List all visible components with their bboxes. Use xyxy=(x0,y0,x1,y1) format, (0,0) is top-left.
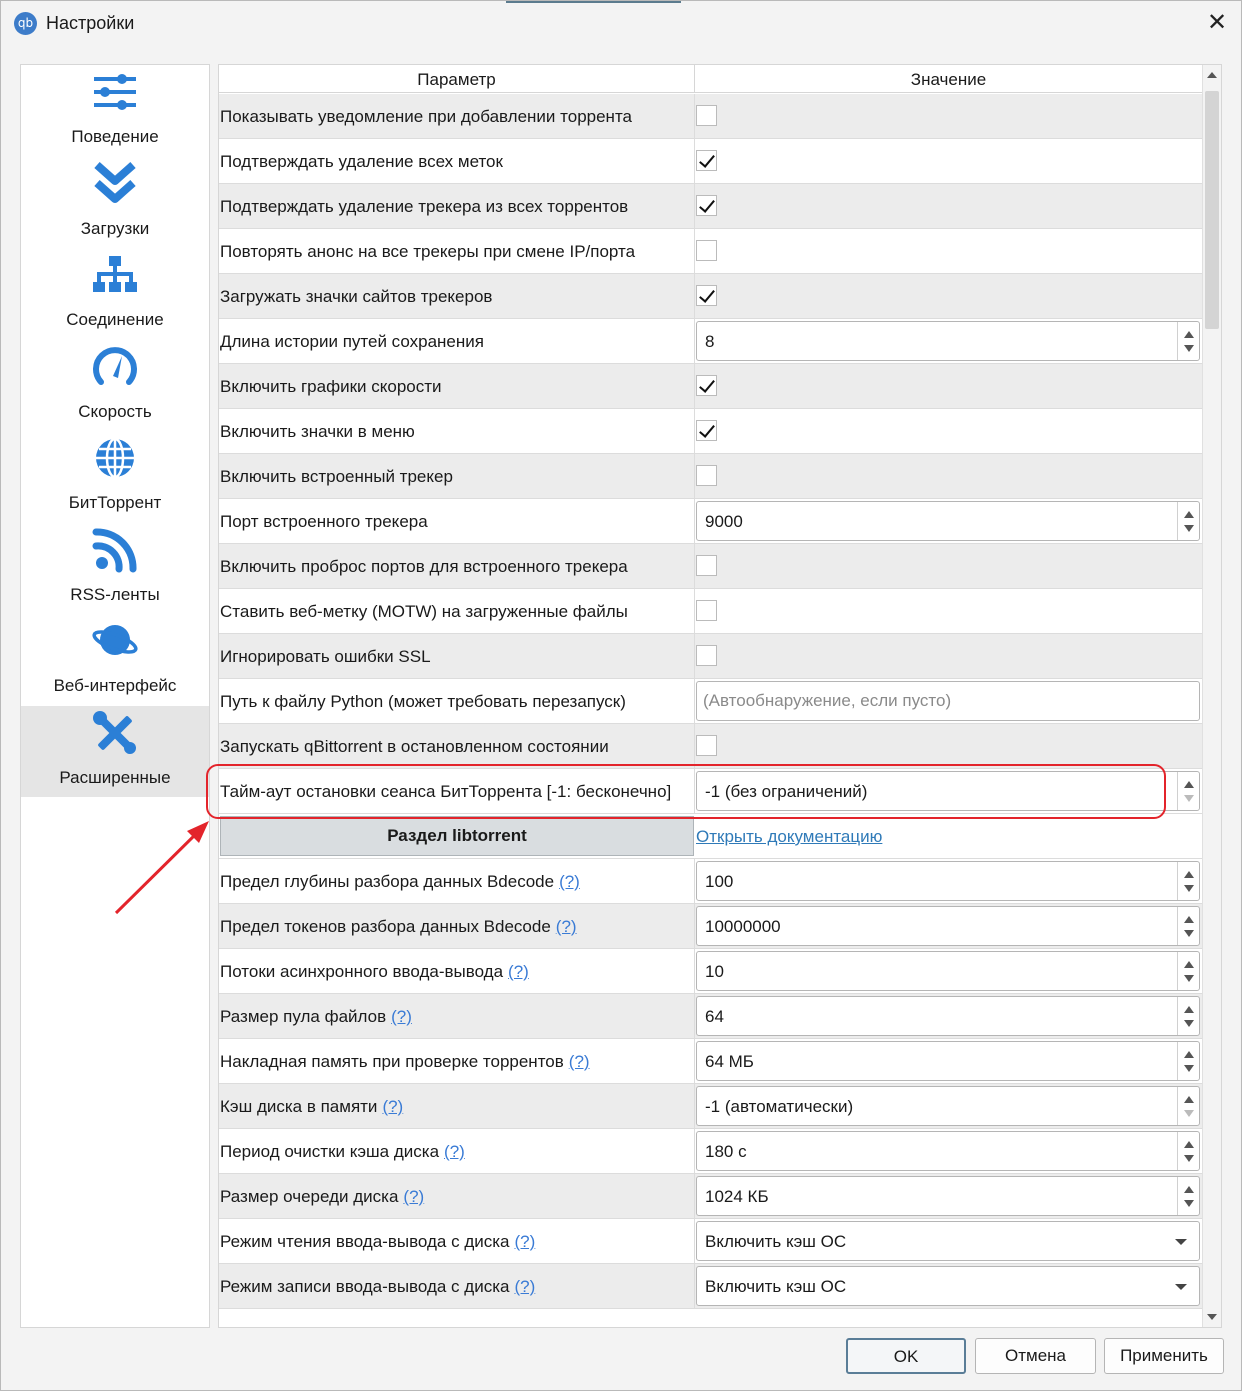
spin-down-icon[interactable] xyxy=(1184,1020,1194,1027)
setting-spinbox[interactable] xyxy=(696,1131,1200,1171)
sidebar-item-bittorrent[interactable] xyxy=(21,431,209,522)
spin-down-icon[interactable] xyxy=(1184,345,1194,352)
advanced-settings-table xyxy=(218,64,1222,1328)
setting-value-cell xyxy=(696,184,1202,228)
setting-value-cell xyxy=(696,904,1202,948)
help-link[interactable]: (?) xyxy=(508,962,529,981)
setting-label: Показывать уведомление при добавлении торрента xyxy=(220,107,632,126)
setting-label: Включить встроенный трекер xyxy=(220,467,453,486)
network-icon xyxy=(91,252,139,298)
spin-down-icon[interactable] xyxy=(1184,975,1194,982)
setting-label: Кэш диска в памяти xyxy=(220,1097,378,1116)
setting-checkbox[interactable] xyxy=(696,195,717,216)
spinbox-arrows xyxy=(1177,502,1199,540)
table-row xyxy=(219,229,1202,274)
table-row xyxy=(219,499,1202,544)
setting-value-cell xyxy=(696,1039,1202,1083)
spin-up-icon[interactable] xyxy=(1184,511,1194,518)
spin-down-icon[interactable] xyxy=(1184,525,1194,532)
table-row xyxy=(219,1174,1202,1219)
spin-down-icon[interactable] xyxy=(1184,795,1194,802)
sidebar-item-speed[interactable] xyxy=(21,340,209,431)
help-link[interactable]: (?) xyxy=(444,1142,465,1161)
cancel-button[interactable]: Отмена xyxy=(975,1338,1096,1374)
sidebar-item-rss[interactable] xyxy=(21,523,209,614)
spinbox-arrows xyxy=(1177,1132,1199,1170)
spinbox-value: -1 (без ограничений) xyxy=(705,782,868,801)
spinbox-value: 10000000 xyxy=(705,917,781,936)
setting-value-cell xyxy=(696,274,1202,318)
spin-up-icon[interactable] xyxy=(1184,331,1194,338)
title-bar xyxy=(1,1,1241,45)
planet-icon xyxy=(91,618,139,664)
setting-name xyxy=(220,724,695,768)
chevron-down-icon xyxy=(1175,1284,1187,1290)
table-body xyxy=(219,94,1202,1309)
setting-name xyxy=(220,634,695,678)
setting-checkbox[interactable] xyxy=(696,600,717,621)
sliders-icon xyxy=(91,69,139,115)
spin-up-icon[interactable] xyxy=(1184,961,1194,968)
sidebar-item-behavior[interactable] xyxy=(21,65,209,156)
table-row xyxy=(219,859,1202,904)
ok-button[interactable]: OK xyxy=(846,1338,966,1374)
spin-down-icon[interactable] xyxy=(1184,1200,1194,1207)
setting-label: Размер очереди диска xyxy=(220,1187,399,1206)
spinbox-arrows xyxy=(1177,997,1199,1035)
titlebar-accent xyxy=(506,1,681,3)
help-link[interactable]: (?) xyxy=(559,872,580,891)
help-link[interactable]: (?) xyxy=(514,1277,536,1296)
help-link[interactable]: (?) xyxy=(382,1097,404,1116)
setting-value-cell xyxy=(696,94,1202,138)
sidebar-item-label: БитТоррент xyxy=(68,493,162,512)
table-row xyxy=(219,1129,1202,1174)
setting-spinbox[interactable] xyxy=(696,1086,1200,1126)
help-link[interactable]: (?) xyxy=(555,917,577,936)
spinbox-value: 100 xyxy=(705,872,734,891)
table-row xyxy=(219,319,1202,364)
setting-label: Режим чтения ввода-вывода с диска xyxy=(220,1232,510,1251)
setting-value-cell xyxy=(696,139,1202,183)
setting-value-cell xyxy=(696,454,1202,498)
python-path-input[interactable]: (Автообнаружение, если пусто) xyxy=(696,681,1200,721)
setting-spinbox[interactable] xyxy=(696,906,1200,946)
setting-name xyxy=(220,184,695,228)
setting-label: Период очистки кэша диска xyxy=(220,1142,440,1161)
setting-name xyxy=(220,1219,695,1263)
setting-checkbox[interactable] xyxy=(696,375,717,396)
rss-icon xyxy=(91,527,139,573)
spinbox-value: 64 xyxy=(705,1007,724,1026)
setting-name xyxy=(220,229,695,273)
setting-name xyxy=(220,499,695,543)
setting-value-cell xyxy=(696,229,1202,273)
setting-name xyxy=(220,1264,695,1308)
setting-checkbox[interactable] xyxy=(696,420,717,441)
spin-up-icon[interactable] xyxy=(1184,871,1194,878)
table-row xyxy=(219,1219,1202,1264)
setting-name xyxy=(220,589,695,633)
setting-label: Порт встроенного трекера xyxy=(220,512,428,531)
setting-label: Подтверждать удаление всех меток xyxy=(220,152,503,171)
sidebar-item-downloads[interactable] xyxy=(21,157,209,248)
sidebar-item-label: Поведение xyxy=(71,127,159,146)
window-title: Настройки xyxy=(46,13,135,33)
spinbox-value: 9000 xyxy=(705,512,743,531)
setting-value-cell xyxy=(696,319,1202,363)
dropdown-value: Включить кэш ОС xyxy=(705,1232,847,1251)
table-row xyxy=(219,724,1202,769)
scrollbar-thumb[interactable] xyxy=(1205,91,1219,329)
table-row xyxy=(219,454,1202,499)
setting-name xyxy=(220,1129,695,1173)
spinbox-value: 10 xyxy=(705,962,724,981)
globe-icon xyxy=(91,435,139,481)
setting-value-cell xyxy=(696,589,1202,633)
section-header: Раздел libtorrent xyxy=(220,816,694,856)
setting-name xyxy=(220,139,695,183)
setting-value-cell xyxy=(696,724,1202,768)
setting-spinbox[interactable] xyxy=(696,321,1200,361)
spin-down-icon[interactable] xyxy=(1184,1065,1194,1072)
speedometer-icon xyxy=(91,344,139,390)
table-row xyxy=(219,364,1202,409)
spin-up-icon[interactable] xyxy=(1184,1096,1194,1103)
spin-up-icon[interactable] xyxy=(1184,916,1194,923)
qbittorrent-app-icon: qb xyxy=(14,12,37,35)
setting-checkbox[interactable] xyxy=(696,240,717,261)
setting-label: Подтверждать удаление трекера из всех торрентов xyxy=(220,197,629,216)
dropdown-value: Включить кэш ОС xyxy=(705,1277,847,1296)
table-row xyxy=(219,769,1202,814)
spin-up-icon[interactable] xyxy=(1184,781,1194,788)
table-row xyxy=(219,994,1202,1039)
setting-value-cell xyxy=(696,499,1202,543)
setting-name xyxy=(220,679,695,723)
setting-checkbox[interactable] xyxy=(696,555,717,576)
setting-name xyxy=(220,274,695,318)
settings-sidebar xyxy=(20,64,210,1328)
setting-dropdown[interactable] xyxy=(696,1266,1200,1306)
setting-spinbox[interactable] xyxy=(696,501,1200,541)
sidebar-item-webui[interactable] xyxy=(21,614,209,705)
setting-label: Загружать значки сайтов трекеров xyxy=(220,287,493,306)
setting-checkbox[interactable] xyxy=(696,465,717,486)
setting-label: Длина истории путей сохранения xyxy=(220,332,484,351)
table-row xyxy=(219,589,1202,634)
setting-label: Включить графики скорости xyxy=(220,377,442,396)
table-row xyxy=(219,184,1202,229)
spinbox-value: 180 с xyxy=(705,1142,747,1161)
section-row xyxy=(219,814,1202,859)
spinbox-arrows xyxy=(1177,322,1199,360)
table-row xyxy=(219,1264,1202,1309)
setting-name xyxy=(220,94,695,138)
setting-checkbox[interactable] xyxy=(696,645,717,666)
tools-icon xyxy=(91,710,139,756)
setting-name xyxy=(220,454,695,498)
spin-up-icon[interactable] xyxy=(1184,1006,1194,1013)
help-link[interactable]: (?) xyxy=(391,1007,412,1026)
spin-up-icon[interactable] xyxy=(1184,1141,1194,1148)
setting-label: Предел глубины разбора данных Bdecode xyxy=(220,872,555,891)
help-link[interactable]: (?) xyxy=(568,1052,590,1071)
table-row xyxy=(219,634,1202,679)
setting-spinbox[interactable] xyxy=(696,1176,1200,1216)
scroll-down-arrow-icon[interactable] xyxy=(1207,1314,1217,1320)
table-row xyxy=(219,1039,1202,1084)
vertical-scrollbar[interactable] xyxy=(1202,65,1221,1327)
table-row xyxy=(219,904,1202,949)
setting-value-cell xyxy=(696,769,1202,813)
setting-checkbox[interactable] xyxy=(696,105,717,126)
spinbox-arrows xyxy=(1177,862,1199,900)
setting-value-cell xyxy=(696,1219,1202,1263)
table-row xyxy=(219,949,1202,994)
setting-label: Размер пула файлов xyxy=(220,1007,387,1026)
spin-up-icon[interactable] xyxy=(1184,1051,1194,1058)
spinbox-value: 8 xyxy=(705,332,715,351)
apply-button[interactable]: Применить xyxy=(1104,1338,1224,1374)
setting-label: Потоки асинхронного ввода-вывода xyxy=(220,962,504,981)
spin-down-icon[interactable] xyxy=(1184,885,1194,892)
setting-checkbox[interactable] xyxy=(696,735,717,756)
setting-value-cell xyxy=(696,859,1202,903)
setting-name xyxy=(220,859,695,903)
spinbox-arrows xyxy=(1177,952,1199,990)
setting-label: Повторять анонс на все трекеры при смене IP/порта xyxy=(220,242,636,261)
close-button[interactable]: ✕ xyxy=(1206,9,1228,36)
setting-label: Включить значки в меню xyxy=(220,422,415,441)
table-row xyxy=(219,679,1202,724)
double-chevron-down-icon xyxy=(91,161,139,207)
setting-spinbox[interactable] xyxy=(696,861,1200,901)
setting-name xyxy=(220,364,695,408)
setting-label: Путь к файлу Python (может требовать перезапуск) xyxy=(220,692,626,711)
spin-down-icon[interactable] xyxy=(1184,1110,1194,1117)
setting-value-cell xyxy=(696,409,1202,453)
table-row xyxy=(219,1084,1202,1129)
spinbox-arrows xyxy=(1177,1087,1199,1125)
spinbox-arrows xyxy=(1177,1042,1199,1080)
setting-spinbox[interactable] xyxy=(696,771,1200,811)
spin-up-icon[interactable] xyxy=(1184,1186,1194,1193)
setting-checkbox[interactable] xyxy=(696,285,717,306)
sidebar-item-label: RSS-ленты xyxy=(70,585,160,604)
spinbox-value: 1024 КБ xyxy=(705,1187,769,1206)
setting-name xyxy=(220,409,695,453)
sidebar-item-label: Расширенные xyxy=(59,768,171,787)
setting-label: Тайм-аут остановки сеанса БитТоррента [-1: бесконечно] xyxy=(220,782,672,801)
setting-label: Накладная память при проверке торрентов xyxy=(220,1052,564,1071)
table-row xyxy=(219,94,1202,139)
column-header-value[interactable]: Значение xyxy=(910,70,987,89)
setting-dropdown[interactable] xyxy=(696,1221,1200,1261)
setting-name xyxy=(220,1039,695,1083)
setting-name xyxy=(220,949,695,993)
sidebar-item-label: Веб-интерфейс xyxy=(53,676,177,695)
setting-spinbox[interactable] xyxy=(696,1041,1200,1081)
table-header xyxy=(219,65,1202,93)
setting-name xyxy=(220,319,695,363)
setting-value-cell xyxy=(696,994,1202,1038)
setting-value-cell xyxy=(696,679,1202,723)
setting-value-cell xyxy=(696,1084,1202,1128)
spin-down-icon[interactable] xyxy=(1184,930,1194,937)
setting-value-cell xyxy=(696,634,1202,678)
spinbox-value: 64 МБ xyxy=(705,1052,754,1071)
setting-name xyxy=(220,994,695,1038)
setting-checkbox[interactable] xyxy=(696,150,717,171)
sidebar-item-connection[interactable] xyxy=(21,248,209,339)
setting-name xyxy=(220,904,695,948)
column-header-parameter[interactable]: Параметр xyxy=(219,65,695,93)
help-link[interactable]: (?) xyxy=(403,1187,425,1206)
help-link[interactable]: (?) xyxy=(514,1232,536,1251)
setting-label: Включить проброс портов для встроенного трекера xyxy=(220,557,628,576)
spin-down-icon[interactable] xyxy=(1184,1155,1194,1162)
setting-label: Предел токенов разбора данных Bdecode xyxy=(220,917,551,936)
setting-label: Режим записи ввода-вывода с диска xyxy=(220,1277,510,1296)
scroll-up-arrow-icon[interactable] xyxy=(1207,72,1217,78)
setting-value-cell xyxy=(696,364,1202,408)
setting-name xyxy=(220,1174,695,1218)
setting-value-cell xyxy=(696,1129,1202,1173)
spinbox-value: -1 (автоматически) xyxy=(705,1097,854,1116)
sidebar-item-label: Соединение xyxy=(66,310,164,329)
setting-label: Ставить веб-метку (MOTW) на загруженные файлы xyxy=(220,602,628,621)
setting-value-cell xyxy=(696,949,1202,993)
setting-spinbox[interactable] xyxy=(696,951,1200,991)
table-row xyxy=(219,274,1202,319)
setting-label: Игнорировать ошибки SSL xyxy=(220,647,431,666)
setting-name xyxy=(220,544,695,588)
open-docs-link[interactable]: Открыть документацию xyxy=(696,827,883,846)
chevron-down-icon xyxy=(1175,1239,1187,1245)
sidebar-item-label: Скорость xyxy=(78,402,152,421)
setting-label: Запускать qBittorrent в остановленном состоянии xyxy=(220,737,609,756)
sidebar-item-advanced[interactable] xyxy=(21,706,209,797)
table-row xyxy=(219,409,1202,454)
spinbox-arrows xyxy=(1177,1177,1199,1215)
sidebar-item-label: Загрузки xyxy=(80,219,150,238)
spinbox-arrows xyxy=(1177,772,1199,810)
setting-value-cell xyxy=(696,1174,1202,1218)
setting-value-cell xyxy=(696,1264,1202,1308)
setting-value-cell xyxy=(696,544,1202,588)
table-row xyxy=(219,139,1202,184)
table-row xyxy=(219,544,1202,589)
setting-name xyxy=(220,769,695,813)
setting-spinbox[interactable] xyxy=(696,996,1200,1036)
setting-name xyxy=(220,1084,695,1128)
spinbox-arrows xyxy=(1177,907,1199,945)
